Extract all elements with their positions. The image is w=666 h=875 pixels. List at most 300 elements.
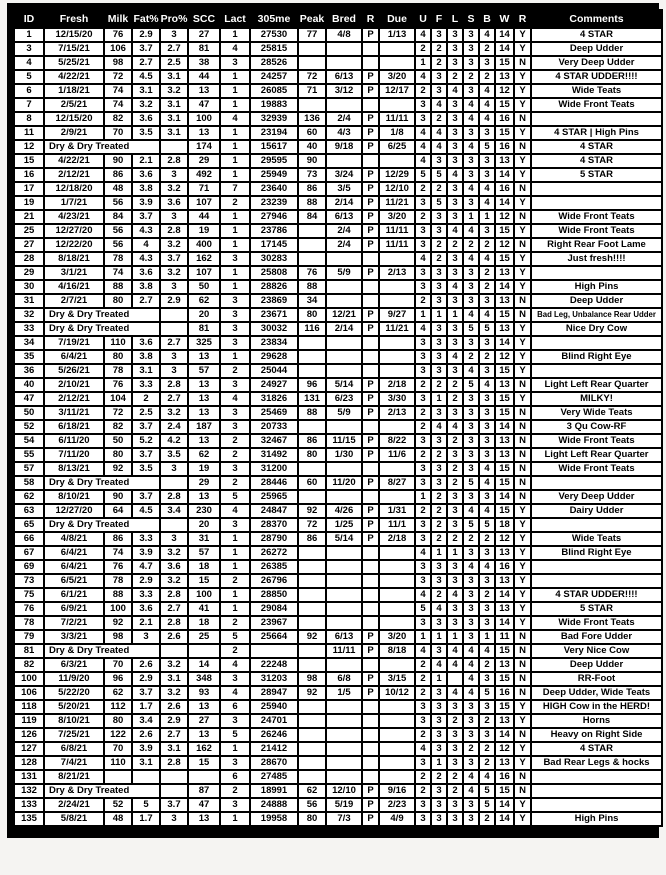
table-cell: 3	[447, 616, 463, 630]
table-cell: 3	[479, 728, 495, 742]
table-cell: 3	[220, 518, 250, 532]
table-cell: 3	[431, 280, 447, 294]
table-row	[14, 756, 662, 770]
table-cell: 76	[14, 602, 44, 616]
table-cell: 3	[431, 616, 447, 630]
table-cell	[326, 616, 362, 630]
table-cell: 3	[463, 392, 479, 406]
table-cell: 4	[415, 28, 431, 42]
table-cell: 24701	[250, 714, 298, 728]
table-cell: 1/18/21	[44, 84, 104, 98]
table-cell: 2	[431, 56, 447, 70]
table-cell: 13	[188, 84, 220, 98]
table-cell: 1	[463, 210, 479, 224]
table-cell: 3	[463, 84, 479, 98]
table-cell	[531, 574, 662, 588]
table-cell	[298, 364, 326, 378]
table-cell: 15	[495, 644, 514, 658]
table-cell: 3	[479, 336, 495, 350]
table-cell: Y	[514, 574, 531, 588]
table-cell: 67	[14, 546, 44, 560]
table-cell: 1	[220, 154, 250, 168]
table-cell: 2	[220, 434, 250, 448]
table-cell: 3	[447, 798, 463, 812]
table-cell: 2.5	[132, 406, 160, 420]
table-cell: 4	[220, 686, 250, 700]
table-cell: 2	[431, 378, 447, 392]
table-cell: Bad Leg, Unbalance Rear Udder	[531, 308, 662, 322]
table-cell: 14	[495, 280, 514, 294]
table-cell: 18	[188, 616, 220, 630]
table-cell: 80	[298, 308, 326, 322]
table-cell: 2/5/21	[44, 98, 104, 112]
table-cell: P	[362, 126, 379, 140]
column-header: F	[431, 10, 447, 29]
table-cell: 1	[431, 392, 447, 406]
table-cell: 14	[495, 28, 514, 42]
table-cell: 80	[104, 714, 132, 728]
table-cell: 3.6	[132, 336, 160, 350]
table-cell: 17	[14, 182, 44, 196]
table-cell	[188, 644, 220, 658]
table-cell: 5/26/21	[44, 364, 104, 378]
table-cell	[379, 252, 415, 266]
table-cell: 348	[188, 672, 220, 686]
table-cell: 3	[463, 812, 479, 826]
table-cell: 110	[104, 756, 132, 770]
table-cell	[531, 770, 662, 784]
table-cell: 3/1/21	[44, 266, 104, 280]
table-cell: 86	[298, 532, 326, 546]
table-cell: 3	[415, 364, 431, 378]
table-cell: 3/11/21	[44, 406, 104, 420]
table-cell: Bad Rear Legs & hocks	[531, 756, 662, 770]
table-cell: 16	[495, 182, 514, 196]
table-cell: 5/22/20	[44, 686, 104, 700]
table-cell: 82	[104, 420, 132, 434]
table-cell: 13	[188, 406, 220, 420]
table-cell: 1	[415, 56, 431, 70]
table-cell: 16	[495, 112, 514, 126]
table-cell: 4	[463, 224, 479, 238]
table-cell: 3	[447, 196, 463, 210]
table-cell: 8/21/21	[44, 770, 104, 784]
table-cell: 2	[447, 238, 463, 252]
table-cell: 19	[188, 462, 220, 476]
table-cell: 1	[220, 280, 250, 294]
table-cell: 6/4/21	[44, 546, 104, 560]
table-cell: 31203	[250, 672, 298, 686]
table-row	[14, 112, 662, 126]
table-row	[14, 630, 662, 644]
table-cell: 4	[479, 28, 495, 42]
table-cell: 3	[220, 420, 250, 434]
table-cell: 3	[415, 574, 431, 588]
table-cell: 25815	[250, 42, 298, 56]
table-cell: 3.9	[132, 196, 160, 210]
table-cell: 3.9	[132, 546, 160, 560]
table-cell: 88	[104, 280, 132, 294]
table-cell: 60	[298, 126, 326, 140]
table-cell: 126	[14, 728, 44, 742]
table-cell: 5/14	[326, 532, 362, 546]
table-cell: 86	[298, 182, 326, 196]
table-cell: 23671	[250, 308, 298, 322]
table-cell: Heavy on Right Side	[531, 728, 662, 742]
table-cell: P	[362, 504, 379, 518]
table-row	[14, 378, 662, 392]
table-cell: 36	[14, 364, 44, 378]
table-row	[14, 784, 662, 798]
table-cell: N	[514, 476, 531, 490]
table-cell: 28826	[250, 280, 298, 294]
table-cell: 7/19/21	[44, 336, 104, 350]
table-cell: 3.2	[132, 98, 160, 112]
table-cell: 4	[463, 504, 479, 518]
table-cell: 15	[188, 756, 220, 770]
table-cell: Y	[514, 266, 531, 280]
table-cell: 3	[431, 714, 447, 728]
table-row	[14, 546, 662, 560]
table-cell: 30032	[250, 322, 298, 336]
table-cell: 2	[220, 616, 250, 630]
table-cell: 15	[14, 154, 44, 168]
table-cell: 60	[298, 476, 326, 490]
table-cell: 14	[495, 588, 514, 602]
table-cell: 230	[188, 504, 220, 518]
table-cell: 2	[220, 196, 250, 210]
table-cell: 2.4	[160, 420, 188, 434]
table-cell: 12/10	[326, 784, 362, 798]
table-cell	[326, 756, 362, 770]
table-cell: 4.5	[132, 70, 160, 84]
table-cell: 127	[14, 742, 44, 756]
column-header: SCC	[188, 10, 220, 29]
table-cell: 11/1	[379, 518, 415, 532]
table-cell: 28526	[250, 56, 298, 70]
table-cell: 3	[463, 294, 479, 308]
table-cell: 30283	[250, 252, 298, 266]
table-cell: 66	[14, 532, 44, 546]
table-cell: 1	[431, 672, 447, 686]
table-cell: 3.7	[160, 252, 188, 266]
table-cell: 3	[479, 602, 495, 616]
column-header: 305me	[250, 10, 298, 29]
table-cell: 1	[415, 308, 431, 322]
table-cell: P	[362, 686, 379, 700]
table-cell	[298, 658, 326, 672]
table-cell: Y	[514, 70, 531, 84]
table-cell: 3	[415, 812, 431, 826]
table-cell: 34	[298, 294, 326, 308]
table-cell: 15	[495, 672, 514, 686]
table-cell: 90	[104, 154, 132, 168]
table-row	[14, 588, 662, 602]
table-cell: 12	[495, 742, 514, 756]
table-cell: 72	[104, 406, 132, 420]
table-cell: 3	[463, 42, 479, 56]
table-cell: 69	[14, 560, 44, 574]
table-cell: 107	[188, 196, 220, 210]
table-cell: 8/22	[379, 434, 415, 448]
table-cell: 2	[447, 532, 463, 546]
table-cell: 2	[415, 406, 431, 420]
table-row	[14, 56, 662, 70]
table-cell: 6/3/21	[44, 658, 104, 672]
table-cell: 3	[415, 238, 431, 252]
table-cell: 6/8	[326, 672, 362, 686]
table-row	[14, 126, 662, 140]
table-cell: 3	[415, 476, 431, 490]
table-cell: 90	[104, 490, 132, 504]
table-cell: 1	[220, 588, 250, 602]
table-cell	[298, 588, 326, 602]
table-cell: 122	[104, 728, 132, 742]
table-cell: Deep Udder	[531, 658, 662, 672]
table-cell: 3	[447, 518, 463, 532]
table-cell: 104	[104, 392, 132, 406]
table-cell	[326, 252, 362, 266]
table-cell: 3	[415, 336, 431, 350]
table-cell: 2	[479, 280, 495, 294]
table-cell: 3	[447, 812, 463, 826]
table-cell: 23239	[250, 196, 298, 210]
table-cell: 15	[495, 476, 514, 490]
table-cell: 12	[495, 210, 514, 224]
table-cell: 50	[14, 406, 44, 420]
table-cell: 2/13	[379, 266, 415, 280]
table-cell	[362, 56, 379, 70]
table-cell: N	[514, 112, 531, 126]
table-cell: Y	[514, 126, 531, 140]
table-cell: 3	[463, 700, 479, 714]
table-cell	[326, 98, 362, 112]
table-cell: 3	[431, 210, 447, 224]
table-cell: Dry & Dry Treated	[44, 784, 160, 798]
column-header: Peak	[298, 10, 326, 29]
table-cell: 8/18	[379, 644, 415, 658]
table-cell: 1	[220, 168, 250, 182]
table-cell: 3	[479, 448, 495, 462]
table-cell: 3.1	[160, 98, 188, 112]
table-cell: 3	[431, 434, 447, 448]
table-cell: 23640	[250, 182, 298, 196]
table-cell	[379, 98, 415, 112]
table-cell: 2.6	[132, 728, 160, 742]
table-cell: 3.4	[160, 504, 188, 518]
table-cell: 27946	[250, 210, 298, 224]
table-cell: Y	[514, 742, 531, 756]
table-cell: 3	[447, 756, 463, 770]
table-cell: 3	[479, 406, 495, 420]
table-cell: 2/14	[326, 196, 362, 210]
table-cell	[326, 42, 362, 56]
table-cell: 3	[479, 392, 495, 406]
table-cell	[160, 476, 188, 490]
table-cell	[160, 518, 188, 532]
table-cell: 3	[220, 714, 250, 728]
table-cell: 4	[479, 112, 495, 126]
table-cell: 2	[431, 518, 447, 532]
table-cell: 3	[160, 168, 188, 182]
table-cell: 3	[463, 462, 479, 476]
table-cell: 2	[447, 784, 463, 798]
table-cell: P	[362, 28, 379, 42]
table-cell: 2	[463, 742, 479, 756]
table-cell: 70	[104, 658, 132, 672]
table-cell: 3	[463, 126, 479, 140]
column-header: Comments	[531, 10, 662, 29]
table-cell	[362, 728, 379, 742]
table-cell: 72	[104, 70, 132, 84]
table-cell: 5.2	[132, 434, 160, 448]
table-cell: 38	[188, 56, 220, 70]
table-cell: High Pins	[531, 280, 662, 294]
table-cell: P	[362, 378, 379, 392]
table-cell: 25965	[250, 490, 298, 504]
table-cell: 2	[431, 770, 447, 784]
table-cell: 1	[220, 210, 250, 224]
table-cell: 26246	[250, 728, 298, 742]
table-cell: 4	[463, 364, 479, 378]
table-cell: 4	[415, 126, 431, 140]
table-cell: 3.6	[160, 560, 188, 574]
table-row	[14, 686, 662, 700]
table-cell: 2	[463, 238, 479, 252]
table-cell	[188, 770, 220, 784]
table-cell: 8/10/21	[44, 714, 104, 728]
table-cell	[298, 616, 326, 630]
table-cell	[298, 742, 326, 756]
table-cell: 2	[220, 784, 250, 798]
table-cell: 4/3	[326, 126, 362, 140]
table-cell: 3	[447, 126, 463, 140]
table-cell: Y	[514, 504, 531, 518]
table-cell: 2	[415, 420, 431, 434]
table-cell: 48	[104, 812, 132, 826]
table-cell: 7/4/21	[44, 756, 104, 770]
table-cell: 14	[495, 336, 514, 350]
table-cell: 6/1/21	[44, 588, 104, 602]
table-cell: 2	[479, 658, 495, 672]
table-cell: 2	[463, 532, 479, 546]
table-cell: 2	[479, 266, 495, 280]
table-cell: N	[514, 462, 531, 476]
table-cell: 2	[431, 490, 447, 504]
table-row	[14, 798, 662, 812]
table-cell: 32467	[250, 434, 298, 448]
table-row	[14, 406, 662, 420]
table-cell: Y	[514, 280, 531, 294]
table-cell: 26796	[250, 574, 298, 588]
table-cell: P	[362, 406, 379, 420]
table-cell: 4 STAR UDDER!!!!	[531, 70, 662, 84]
table-cell: 4	[479, 252, 495, 266]
table-cell: 3.1	[132, 84, 160, 98]
table-row	[14, 504, 662, 518]
table-cell: 12/21	[326, 308, 362, 322]
table-cell	[160, 322, 188, 336]
table-cell: 3	[14, 42, 44, 56]
table-cell: 3	[415, 266, 431, 280]
table-cell: 4/9	[379, 812, 415, 826]
table-cell: 24888	[250, 798, 298, 812]
table-cell: 62	[298, 784, 326, 798]
table-cell: 3/30	[379, 392, 415, 406]
table-cell: 1	[220, 350, 250, 364]
table-cell: 80	[104, 448, 132, 462]
table-cell: 3.2	[160, 686, 188, 700]
column-header: S	[463, 10, 479, 29]
table-cell: 132	[14, 784, 44, 798]
table-cell: 4/22/21	[44, 154, 104, 168]
table-row	[14, 560, 662, 574]
table-cell	[379, 280, 415, 294]
table-cell: 4	[447, 280, 463, 294]
column-header: Lact	[220, 10, 250, 29]
table-cell	[326, 462, 362, 476]
table-cell: 70	[104, 126, 132, 140]
table-cell: 92	[298, 686, 326, 700]
table-row	[14, 322, 662, 336]
table-cell: 2.7	[132, 294, 160, 308]
table-cell: 3	[463, 756, 479, 770]
table-cell: 1/30	[326, 448, 362, 462]
table-cell	[298, 462, 326, 476]
table-cell: Dairy Udder	[531, 504, 662, 518]
table-cell	[362, 280, 379, 294]
table-row	[14, 70, 662, 84]
table-cell: Y	[514, 98, 531, 112]
table-cell: 4	[447, 686, 463, 700]
table-cell: 2/10/21	[44, 378, 104, 392]
table-cell: 3	[447, 728, 463, 742]
table-cell	[362, 154, 379, 168]
table-cell: 65	[14, 518, 44, 532]
table-cell: 15	[495, 504, 514, 518]
table-cell: 11/15	[326, 434, 362, 448]
table-cell: 18	[188, 560, 220, 574]
table-cell: 2	[447, 434, 463, 448]
table-cell: 1	[220, 546, 250, 560]
table-cell: 5 STAR	[531, 168, 662, 182]
table-cell: 2	[415, 378, 431, 392]
table-cell: 2.1	[132, 154, 160, 168]
table-cell: 92	[298, 630, 326, 644]
table-cell: 20	[188, 518, 220, 532]
table-cell: 2	[447, 392, 463, 406]
table-row	[14, 644, 662, 658]
table-cell: 96	[104, 672, 132, 686]
table-cell: 7/3	[326, 812, 362, 826]
table-cell: 3	[415, 224, 431, 238]
table-cell: 3	[220, 462, 250, 476]
table-cell: 2.8	[160, 756, 188, 770]
table-cell: 3.8	[132, 280, 160, 294]
table-cell: 4	[479, 462, 495, 476]
table-cell: 4	[479, 504, 495, 518]
table-cell: 13	[188, 350, 220, 364]
table-cell: 29628	[250, 350, 298, 364]
table-cell: 3.6	[132, 168, 160, 182]
table-cell: 27485	[250, 770, 298, 784]
table-cell: 5/9	[326, 266, 362, 280]
table-cell: 4/8	[326, 28, 362, 42]
table-cell	[362, 714, 379, 728]
table-cell: N	[514, 672, 531, 686]
table-cell: 34	[14, 336, 44, 350]
table-cell: Y	[514, 224, 531, 238]
